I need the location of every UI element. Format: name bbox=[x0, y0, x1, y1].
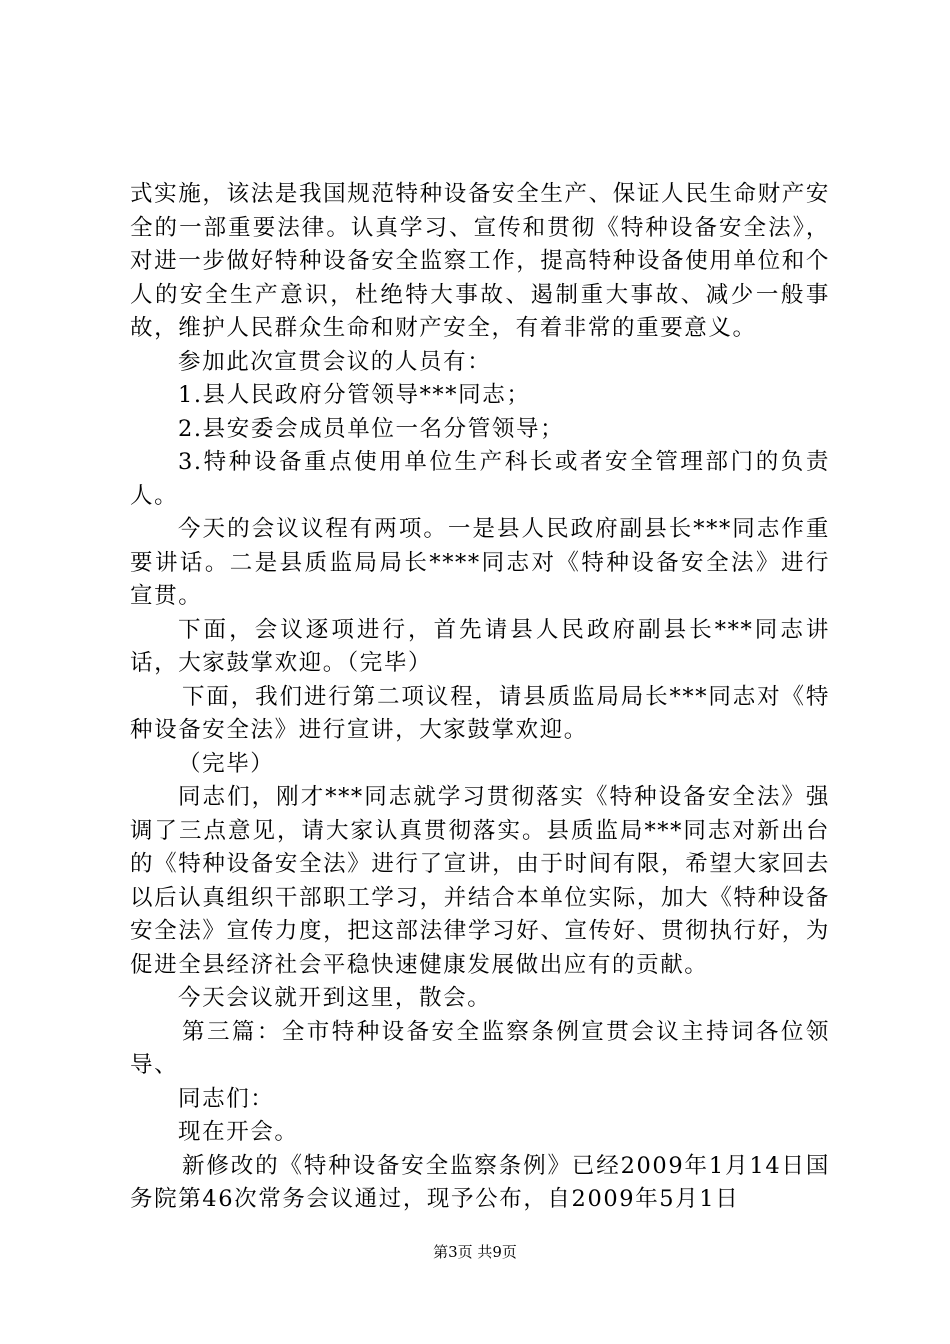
paragraph-agenda: 今天的会议议程有两项。一是县人民政府副县长***同志作重要讲话。二是县质监局局长****同志对《特种设备安全法》进行宣贯。 bbox=[130, 516, 830, 609]
paragraph-closing-remarks: 同志们，刚才***同志就学习贯彻落实《特种设备安全法》强调了三点意见，请大家认真贯彻落实。县质监局***同志对新出台的《特种设备安全法》进行了宣讲，由于时间有限，希望大家回去以后认真组织干部职工学习，并结合本单位实际，加大《特种设备安全法》宣传力度，把这部法律学习好、宣传好、贯彻执行好，为促进全县经济社会平稳快速健康发展做出应有的贡献。 bbox=[130, 784, 830, 978]
page-indicator: 第3页 共9页 bbox=[433, 1243, 517, 1261]
paragraph-second-item: 下面，我们进行第二项议程，请县质监局局长***同志对《特种设备安全法》进行宣讲，大家鼓掌欢迎。 bbox=[130, 683, 830, 743]
paragraph-attendee-1: 1.县人民政府分管领导***同志； bbox=[178, 382, 531, 408]
page-footer bbox=[0, 1242, 950, 1262]
paragraph-attendees-intro: 参加此次宣贯会议的人员有： bbox=[178, 348, 492, 375]
paragraph-attendee-3: 3.特种设备重点使用单位生产科长或者安全管理部门的负责人。 bbox=[130, 449, 830, 509]
paragraph-part-three-heading: 第三篇：全市特种设备安全监察条例宣贯会议主持词各位领导、 bbox=[130, 1018, 830, 1078]
document-body bbox=[130, 178, 830, 1217]
paragraph-regulation-intro: 新修改的《特种设备安全监察条例》已经2009年1月14日国务院第46次常务会议通过，现予公布，自2009年5月1日 bbox=[130, 1152, 830, 1212]
paragraph-first-item: 下面，会议逐项进行，首先请县人民政府副县长***同志讲话，大家鼓掌欢迎。（完毕） bbox=[130, 616, 830, 676]
paragraph-attendee-2: 2.县安委会成员单位一名分管领导； bbox=[178, 415, 565, 442]
paragraph-law-significance: 式实施，该法是我国规范特种设备安全生产、保证人民生命财产安全的一部重要法律。认真学习、宣传和贯彻《特种设备安全法》，对进一步做好特种设备安全监察工作，提高特种设备使用单位和个人的安全生产意识，杜绝特大事故、遏制重大事故、减少一般事故，维护人民群众生命和财产安全，有着非常的重要意义。 bbox=[130, 181, 830, 341]
paragraph-second-item-end: （完毕） bbox=[178, 750, 275, 777]
paragraph-adjourn: 今天会议就开到这里，散会。 bbox=[178, 985, 492, 1011]
paragraph-meeting-open: 现在开会。 bbox=[178, 1119, 299, 1145]
paragraph-greeting: 同志们： bbox=[178, 1085, 275, 1112]
